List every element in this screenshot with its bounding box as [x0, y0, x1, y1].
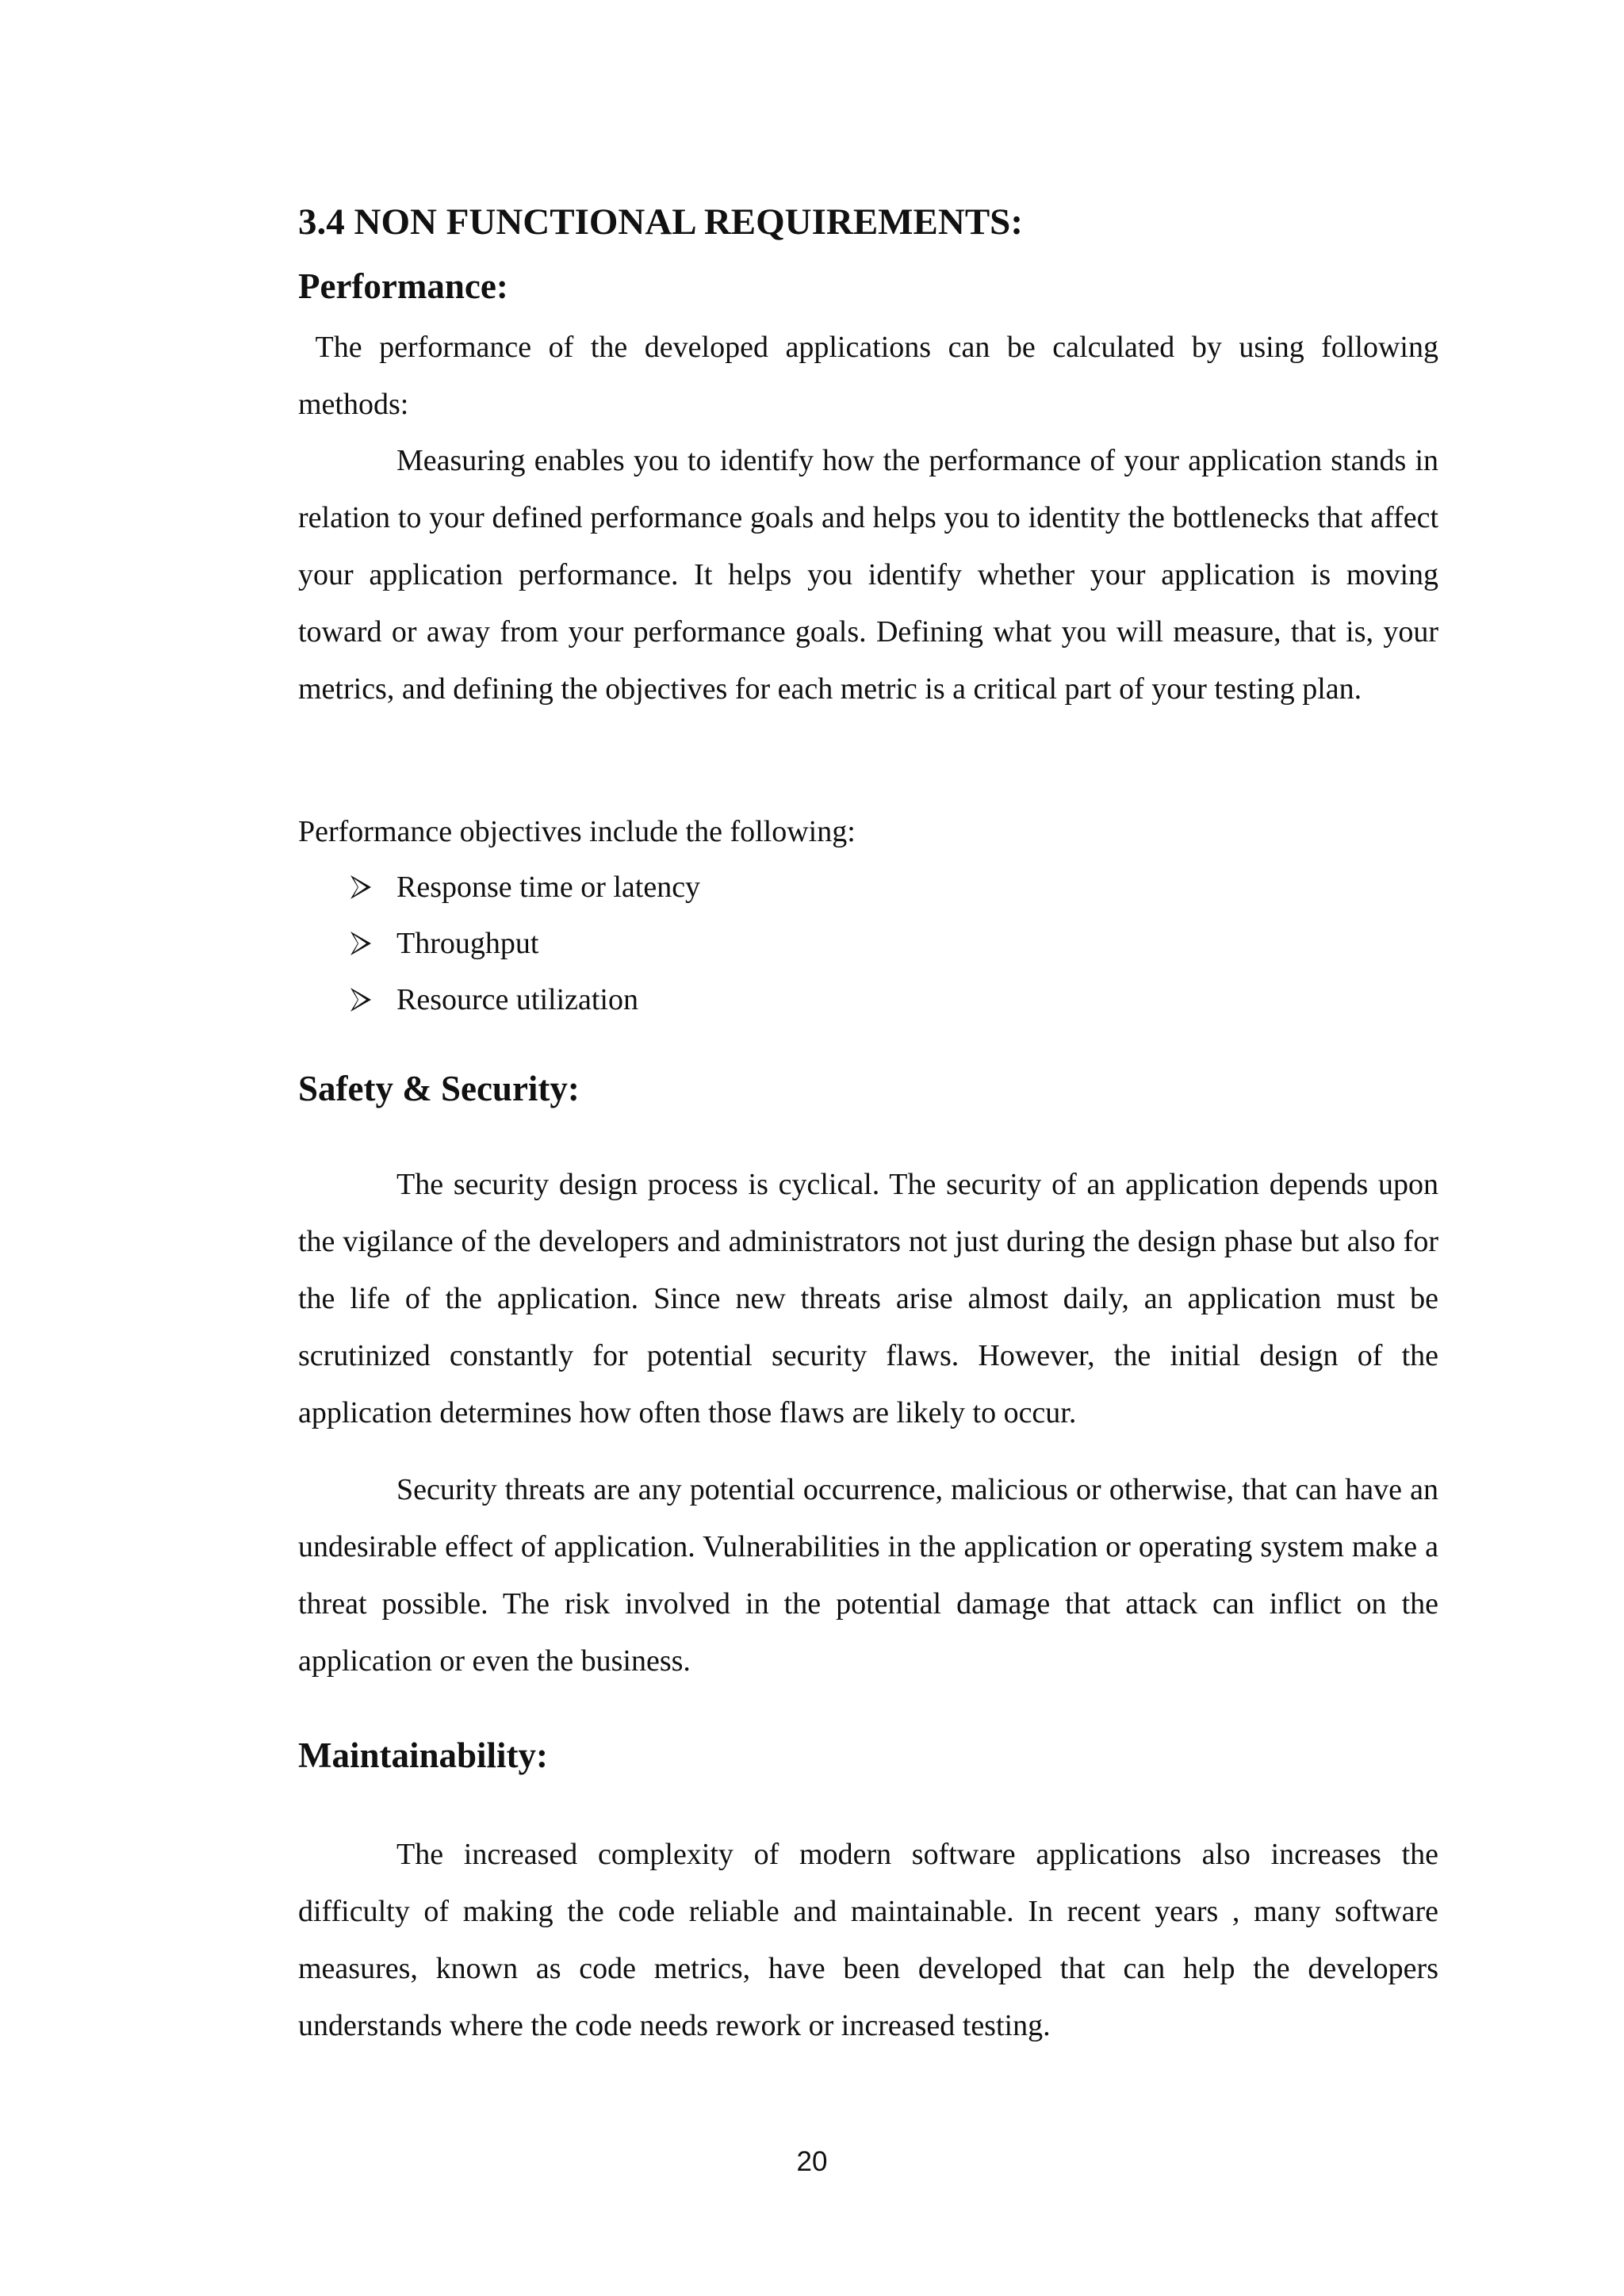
performance-paragraph: Measuring enables you to identify how the performance of your application stands in relation to your defined performance goals and helps you to identity the bottlenecks that affect your application performance. It helps you identify whether your application is moving toward or away from your performance goals. Defining what you will measure, that is, your metrics, and defining the objectives for each metric is a critical part of your testing plan.	[298, 444, 1438, 706]
safety-security-paragraph-2: Security threats are any potential occurrence, malicious or otherwise, that can have an undesirable effect of application. Vulnerabilities in the application or operating system make a threat possible. The risk involved in the potential damage that attack can inflict on the application or even the business.	[298, 1473, 1438, 1678]
list-item	[298, 859, 1438, 916]
performance-heading: Performance:	[298, 266, 508, 306]
performance-intro: The performance of the developed applications can be calculated by using following methods:	[298, 331, 1446, 421]
arrow-bullet-icon	[349, 859, 374, 916]
page-number: 20	[796, 2146, 828, 2177]
safety-security-heading: Safety & Security:	[298, 1069, 580, 1108]
list-item	[298, 972, 1438, 1028]
performance-objectives-list	[298, 859, 1438, 1028]
list-item-label: Throughput	[396, 927, 539, 960]
list-item	[298, 916, 1438, 972]
performance-objectives-intro: Performance objectives include the following:	[298, 815, 856, 848]
section-title: 3.4 NON FUNCTIONAL REQUIREMENTS:	[298, 201, 1023, 243]
safety-security-paragraph-1: The security design process is cyclical. The security of an application depends upon the vigilance of the developers and administrators not just during the design phase but also for the life of the application. Since new threats arise almost daily, an application must be scrutinized constantly for potential security flaws. However, the initial design of the application determines how often those flaws are likely to occur.	[298, 1168, 1438, 1429]
arrow-bullet-icon	[349, 972, 374, 1028]
list-item-label: Resource utilization	[396, 983, 638, 1016]
arrow-bullet-icon	[349, 916, 374, 972]
list-item-label: Response time or latency	[396, 871, 701, 904]
maintainability-heading: Maintainability:	[298, 1735, 549, 1775]
maintainability-paragraph: The increased complexity of modern software applications also increases the difficulty of making the code reliable and maintainable. In recent years , many software measures, known as code metrics, have been developed that can help the developers understands where the code needs rework or increased testing.	[298, 1838, 1438, 2042]
